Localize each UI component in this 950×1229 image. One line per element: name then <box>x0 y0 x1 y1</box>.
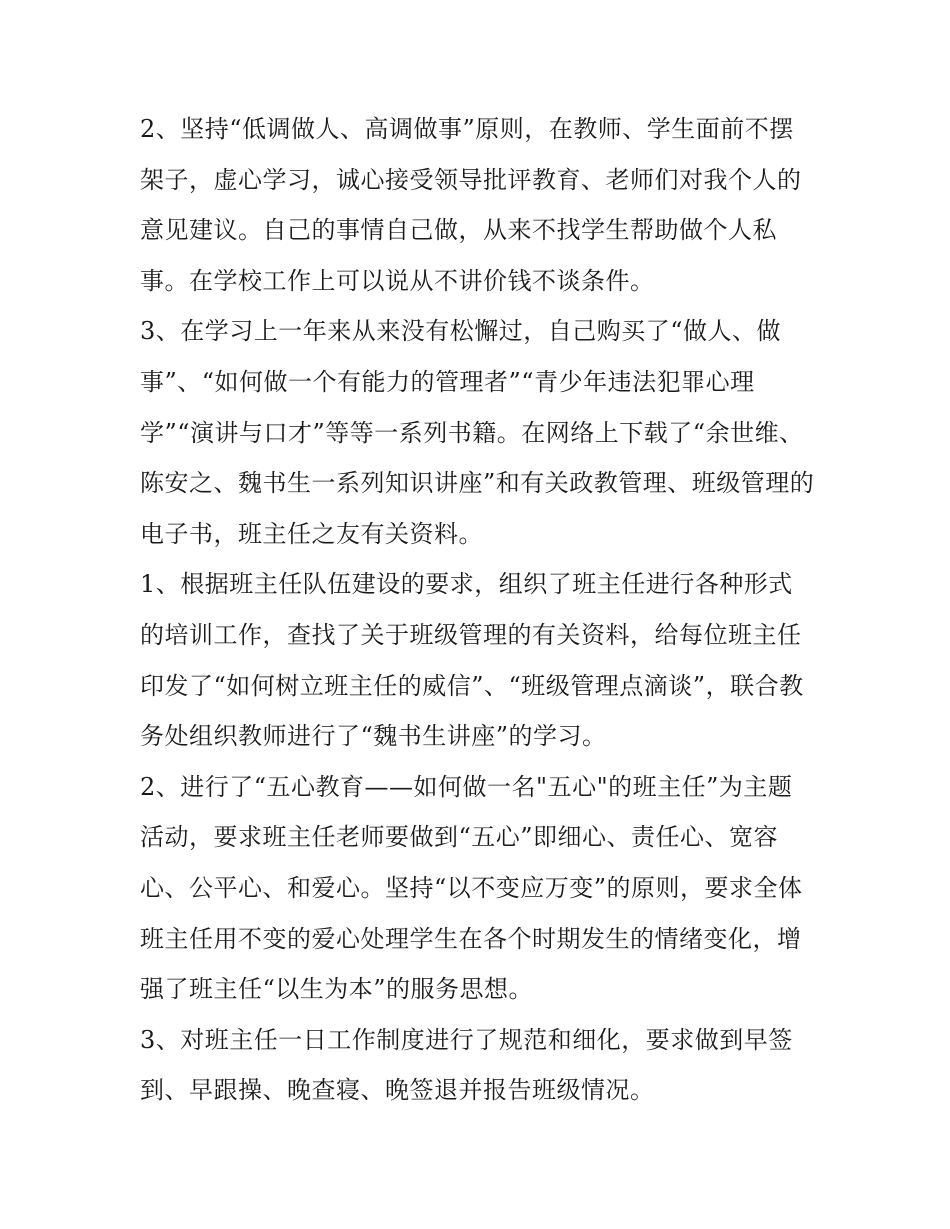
paragraph-study: 3、在学习上一年来从来没有松懈过，自己购买了“做人、做事”、“如何做一个有能力的管理者”“青少年违法犯罪心理学”“演讲与口才”等等一系列书籍。在网络上下载了“余世维、陈安之、魏书生一系列知识讲座”和有关政教管理、班级管理的电子书，班主任之友有关资料。 <box>140 317 815 548</box>
paragraph-five-hearts: 2、进行了“五心教育——如何做一名"五心"的班主任”为主题活动，要求班主任老师要做到“五心”即细心、责任心、宽容心、公平心、和爱心。坚持“以不变应万变”的原则，要求全体班主任用不变的爱心处理学生在各个时期发生的情绪变化，增强了班主任“以生为本”的服务思想。 <box>140 772 803 1004</box>
paragraph-daily-system: 3、对班主任一日工作制度进行了规范和细化，要求做到早签到、早跟操、晚查寝、晚签退并报告班级情况。 <box>140 1025 793 1105</box>
paragraph-attitude: 2、坚持“低调做人、高调做事”原则，在教师、学生面前不摆架子，虚心学习，诚心接受领导批评教育、老师们对我个人的意见建议。自己的事情自己做，从来不找学生帮助做个人私事。在学校工作上可以说从不讲价钱不谈条件。 <box>140 115 802 295</box>
paragraph-training: 1、根据班主任队伍建设的要求，组织了班主任进行各种形式的培训工作，查找了关于班级管理的有关资料，给每位班主任印发了“如何树立班主任的威信”、“班级管理点滴谈”，联合教务处组织教师进行了“魏书生讲座”的学习。 <box>140 570 804 751</box>
document-body <box>140 104 815 1116</box>
